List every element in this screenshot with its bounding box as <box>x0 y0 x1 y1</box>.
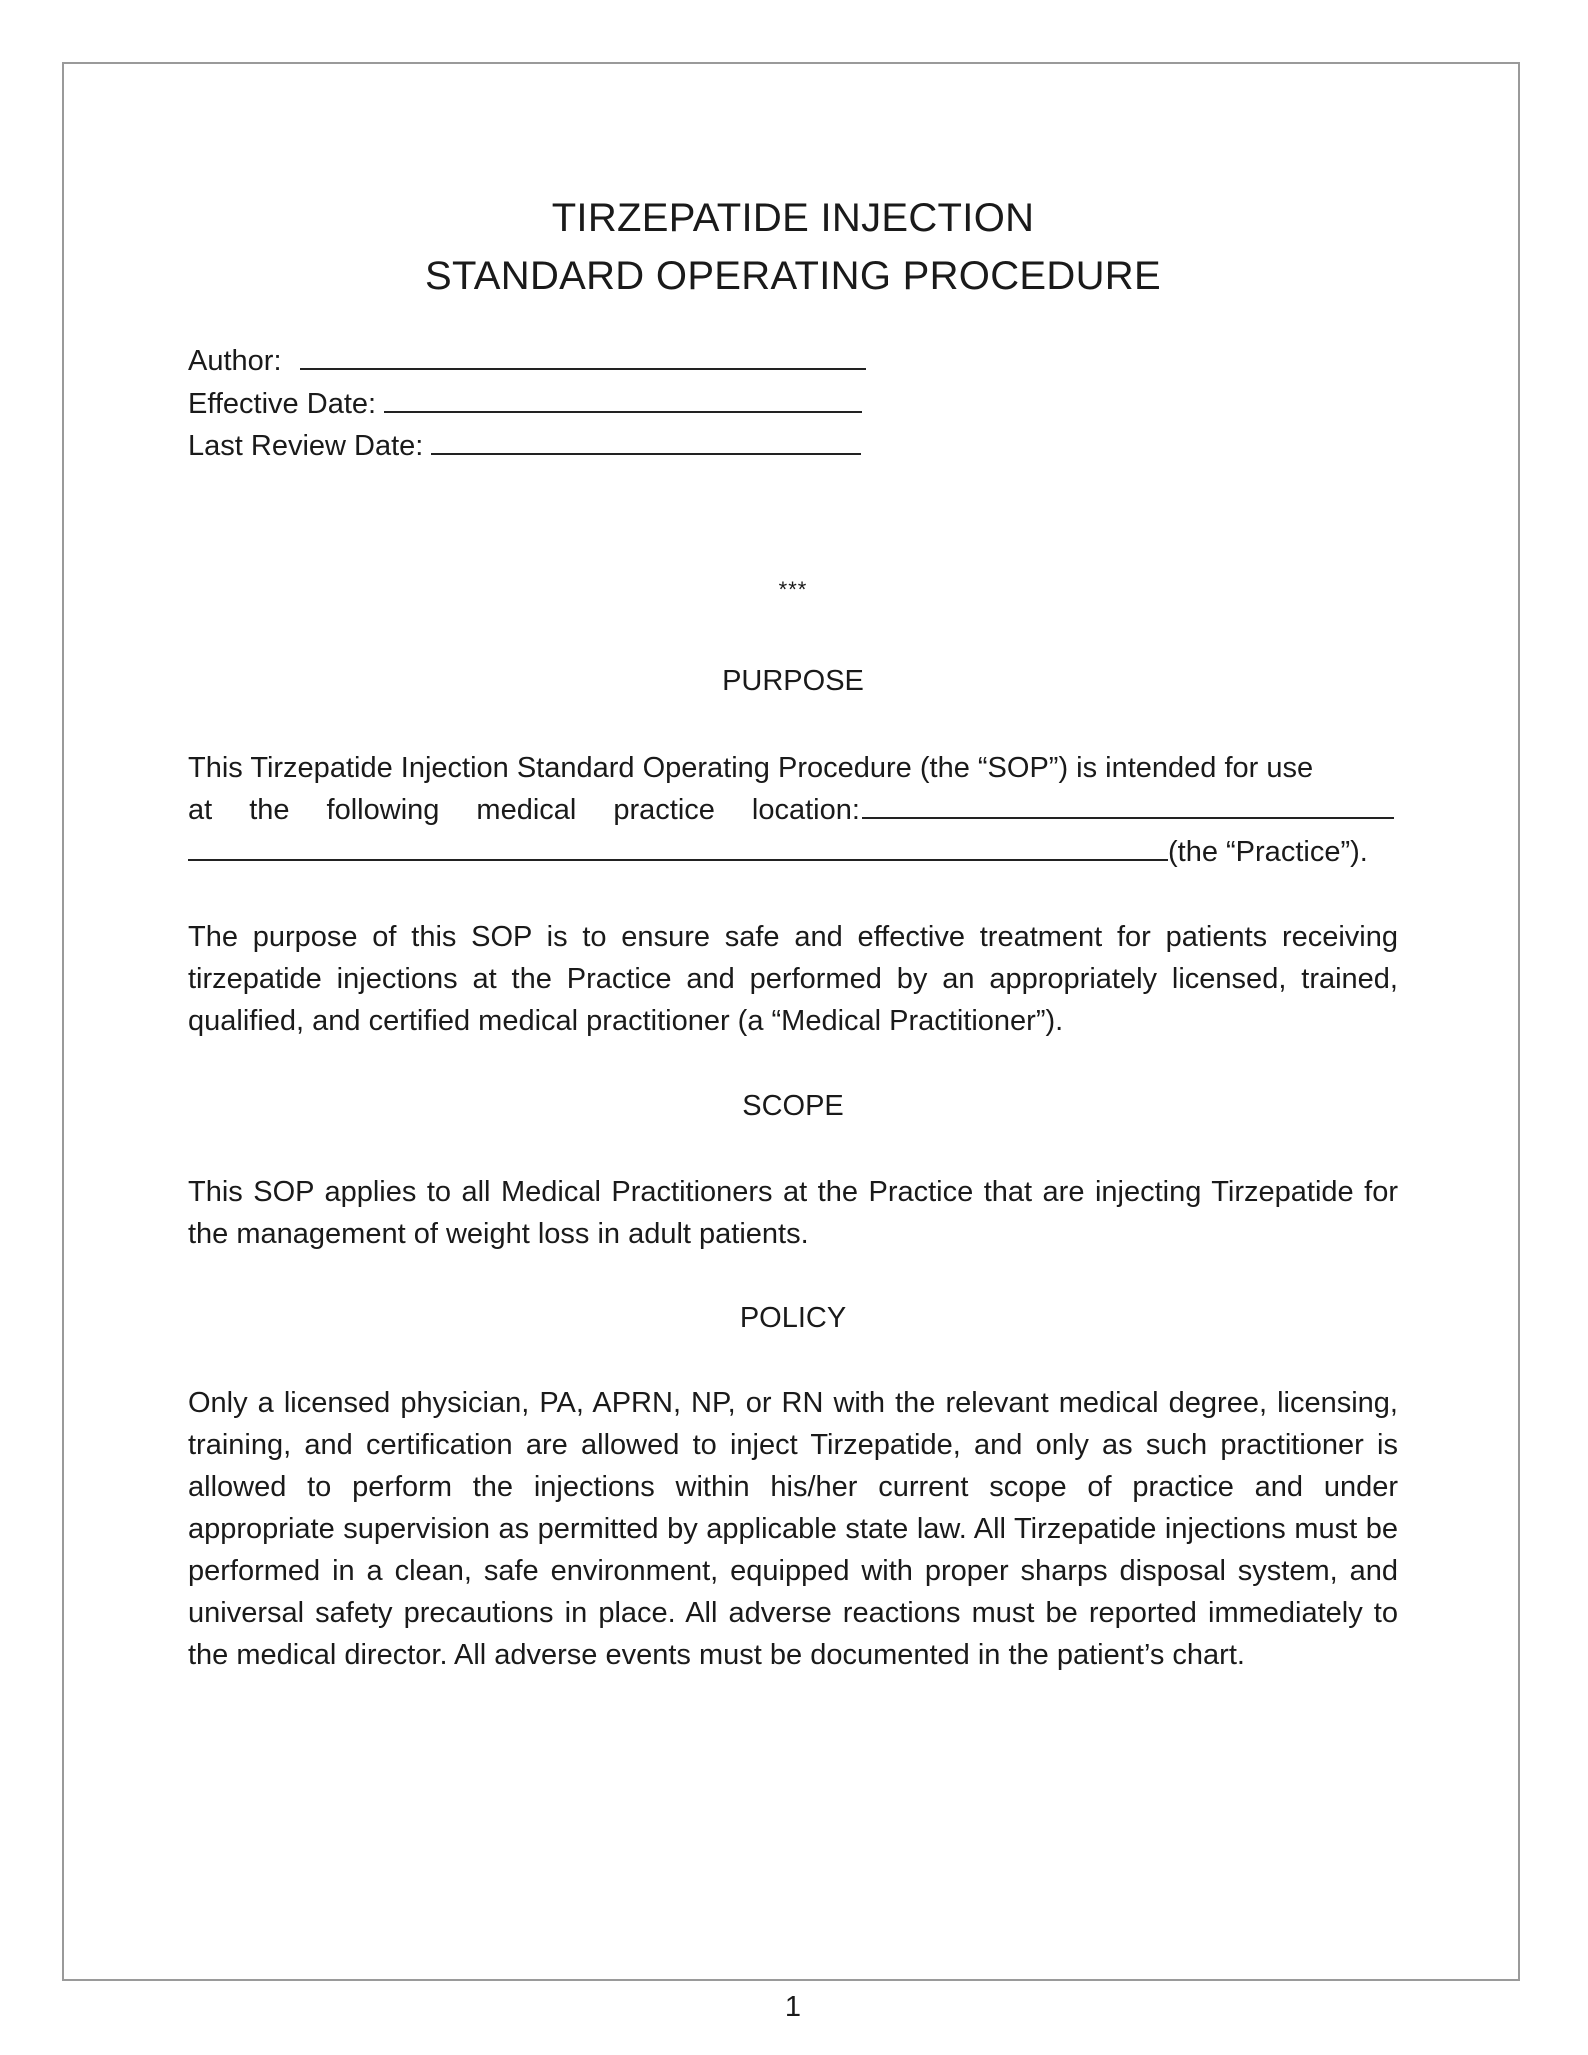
policy-heading: POLICY <box>739 1302 847 1334</box>
purpose-paragraph-2: The purpose of this SOP is to ensure safe and effective treatment for patients receiving tirzepatide injections at the Practice and performed by an appropriately licensed, trained, qualified, and certified medical practitioner (a “Medical Practitioner”). <box>188 921 1398 1037</box>
word-5: practice <box>613 794 715 826</box>
author-blank-line[interactable] <box>300 340 866 370</box>
purpose-heading: PURPOSE <box>722 665 864 697</box>
purpose-paragraph-1-line-2 <box>188 789 1398 831</box>
practice-location-blank-line-1[interactable] <box>862 789 1394 819</box>
practice-definition: (the “Practice”). <box>1168 836 1368 868</box>
effective-date-field <box>188 383 862 424</box>
document-title-line-1: TIRZEPATIDE INJECTION <box>551 196 1035 240</box>
author-field <box>188 340 866 381</box>
purpose-paragraph-1-line-3 <box>188 831 1398 873</box>
purpose-paragraph-1 <box>188 747 1398 873</box>
document-title-line-2: STANDARD OPERATING PROCEDURE <box>425 254 1161 298</box>
effective-date-label: Effective Date: <box>188 388 377 420</box>
last-review-date-field <box>188 425 861 466</box>
section-separator: *** <box>778 577 808 602</box>
effective-date-blank-line[interactable] <box>384 383 862 413</box>
word-2: the <box>249 794 290 826</box>
policy-paragraph: Only a licensed physician, PA, APRN, NP, or RN with the relevant medical degree, licensing, training, and certification are allowed to inject Tirzepatide, and only as such practitioner is allowed to perform the injections within his/her current scope of practice and under appropriate supervision as permitted by applicable state law. All Tirzepatide injections must be performed in a clean, safe environment, equipped with proper sharps disposal system, and universal safety precautions in place. All adverse reactions must be reported immediately to the medical director. All adverse events must be documented in the patient’s chart. <box>188 1387 1398 1671</box>
practice-location-words <box>188 789 860 831</box>
word-6: location: <box>751 794 860 826</box>
author-label: Author: <box>188 345 282 377</box>
word-4: medical <box>476 794 577 826</box>
scope-heading: SCOPE <box>742 1090 844 1122</box>
purpose-paragraph-1-line-1: This Tirzepatide Injection Standard Operating Procedure (the “SOP”) is intended for use <box>188 752 1314 784</box>
last-review-date-label: Last Review Date: <box>188 430 424 462</box>
word-3: following <box>326 794 440 826</box>
last-review-date-blank-line[interactable] <box>431 425 861 455</box>
scope-paragraph: This SOP applies to all Medical Practitioners at the Practice that are injecting Tirzepatide for the management of weight loss in adult patients. <box>188 1176 1398 1250</box>
word-1: at <box>188 794 213 826</box>
practice-location-blank-line-2[interactable] <box>188 831 1168 861</box>
page-number: 1 <box>784 1991 802 2023</box>
document-page <box>62 62 1520 2023</box>
